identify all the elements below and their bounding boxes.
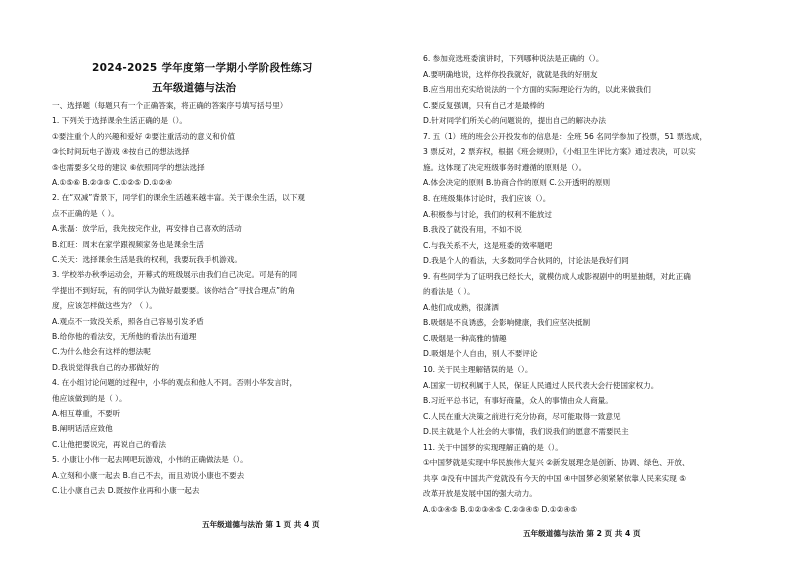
question-text-line: 3. 学校举办秋季运动会，开幕式的班级展示由我们自己决定。可是有的同 xyxy=(52,270,298,280)
question-text-line: C.人民在重大决策之前进行充分协商，尽可能取得一致意见 xyxy=(423,411,621,421)
question-text-line: 1. 下列关于选择课余生活正确的是（）。 xyxy=(52,116,187,126)
question-text-line: C.为什么他会有这样的想法呢 xyxy=(52,347,151,357)
question-text-line: B.吸烟是不良诱惑，会影响健康，我们应坚决抵制 xyxy=(423,318,591,328)
question-text-line: B.阐明话活应致他 xyxy=(52,424,113,434)
question-text-line: 点不正确的是（ ）。 xyxy=(52,208,119,218)
page-2-footer: 五年级道德与法治 第 2 页 共 4 页 xyxy=(523,529,641,538)
question-text-line: 的看法是（ ）。 xyxy=(423,287,475,297)
question-text-line: 4. 在小组讨论问题的过程中，小华的观点和他人不同。否则小华发言时， xyxy=(52,378,298,388)
question-text-line: B.应当用出充实给说法的一个方面的实际理论行为的，以此来做我们 xyxy=(423,85,651,95)
question-text-line: 10. 关于民主理解错误的是（）。 xyxy=(423,365,533,374)
question-text-line: C.吸烟是一种高雅的情趣 xyxy=(423,333,507,343)
question-text-line: B.给你他的看法安，无所他的看法出有道理 xyxy=(52,332,197,341)
question-text-line: C.要反复强调，只有自己才是最棒的 xyxy=(423,100,545,110)
exam-subtitle: 五年级道德与法治 xyxy=(152,82,236,94)
question-text-line: D.针对同学们所关心的问题说的，提出自己的解决办法 xyxy=(423,116,606,126)
question-text-line: 5. 小康让小伟一起去网吧玩游戏，小伟的正确做法是（）。 xyxy=(52,455,248,465)
question-text-line: A.张磊：放学后，我先按完作业，再安排自己喜欢的活动 xyxy=(52,224,242,234)
question-text-line: 学提出不到好玩，有的同学认为做好最要要。该你结合“寻找合理点”的角 xyxy=(52,285,296,295)
question-text-line: A.体会决定的原则 B.协商合作的原则 C.公开透明的原则 xyxy=(423,178,611,188)
question-text-line: C.与我关系不大，这是班委的效率题吧 xyxy=(423,240,553,250)
question-text-line: 共享 ③没有中国共产党就没有今天的中国 ④中国梦必须紧紧依靠人民来实现 ⑤ xyxy=(423,473,687,483)
question-text-line: A.国家一切权利属于人民，保证人民通过人民代表大会行使国家权力。 xyxy=(423,380,659,390)
question-text-line: 他应该做到的是（ ）。 xyxy=(52,393,127,403)
question-text-line: 9. 有些同学为了证明我已经长大，就模仿成人或影视剧中的明星抽烟，对此正确 xyxy=(423,271,691,281)
question-text-line: A.要明确地说，这样你投我就好，就就是我的好朋友 xyxy=(423,69,598,79)
question-text-line: D.民主就是个人社会的大事情，我们说我们的愿意不需要民主 xyxy=(423,427,629,437)
question-text-line: 改革开放是发展中国的强大动力。 xyxy=(423,489,537,499)
question-text-line: ①要注重个人的兴趣和爱好 ②要注重活动的意义和价值 xyxy=(52,131,236,141)
question-text-line: D.我是个人的看法，大多数同学合伙同的，讨论法是我好们同 xyxy=(423,256,629,266)
question-text-line: ⑤也需要多父母的建议 ⑥依照同学的想法选择 xyxy=(52,162,205,172)
question-text-line: B.习近平总书记，有事好商量，众人的事情由众人商量。 xyxy=(423,396,613,406)
question-text-line: B.红旺：周末在家学跟视频家务也是课余生活 xyxy=(52,239,204,249)
page-1-footer: 五年级道德与法治 第 1 页 共 4 页 xyxy=(202,520,320,529)
question-text-line: 一、选择题（每题只有一个正确答案，将正确的答案序号填写括号里） xyxy=(52,101,288,110)
question-text-line: A.①③④⑤ B.①②③④⑤ C.②③④⑤ D.①②④⑤ xyxy=(423,504,578,514)
question-text-line: C.让小康自己去 D.既按作业再和小康一起去 xyxy=(52,486,200,495)
question-text-line: ①中国梦就是实现中华民族伟大复兴 ②新发展理念是创新、协调、绿色、开放、 xyxy=(423,458,690,468)
question-text-line: A.①⑤⑥ B.②③⑤ C.①②⑤ D.①②④ xyxy=(52,178,173,187)
question-text-line: D.吸烟是个人自由，别人不要评论 xyxy=(423,349,538,359)
question-text-line: A.立刻和小康一起去 B.自己不去，而且劝说小康也不要去 xyxy=(52,470,245,480)
question-text-line: A.相互尊重，不要听 xyxy=(52,409,121,418)
question-text-line: 2. 在“双减”背景下，同学们的课余生活越来越丰富。关于课余生活，以下观 xyxy=(52,193,305,203)
question-text-line: 8. 在班级集体讨论时，我们应该（）。 xyxy=(423,193,551,203)
question-text-line: 3 票反对，2 票弃权，根据《班会规则》，《小组卫生评比方案》通过表决，可以实 xyxy=(423,147,696,157)
question-text-line: D.我说觉得我自己的办那做好的 xyxy=(52,362,159,372)
question-text-line: 度，应该怎样做这些为？（ ）。 xyxy=(52,301,157,311)
question-text-line: A.积极参与讨论，我们的权利不能放过 xyxy=(423,209,552,219)
question-text-line: 7. 五（1）班的班会公开投发布的信息是：全班 56 名同学参加了投票，51 票选成， xyxy=(423,131,708,141)
page-2-column xyxy=(423,0,793,588)
question-text-line: C.让他把要说完，再说自己的看法 xyxy=(52,439,167,449)
page-1-column xyxy=(52,0,422,588)
question-text-line: A.观点不一致没关系，照各自己容易引发矛盾 xyxy=(52,316,204,326)
question-text-line: 6. 参加竞选班委演讲时，下列哪种说法是正确的（）。 xyxy=(423,54,604,63)
question-text-line: C.关天：选择课余生活是我的权利，我要玩我手机游戏。 xyxy=(52,255,242,264)
question-text-line: A.他们成成熟，很潇洒 xyxy=(423,302,499,312)
question-text-line: 11. 关于中国梦的实现理解正确的是（）。 xyxy=(423,442,563,452)
question-text-line: 施。这体现了决定班级事务时遵循的原则是（）。 xyxy=(423,162,587,172)
exam-title: 2024-2025 学年度第一学期小学阶段性练习 xyxy=(92,62,313,74)
question-text-line: ③长时间玩电子游戏 ④按自己的想法选择 xyxy=(52,147,190,157)
question-text-line: B.我没了就没有用，不如不说 xyxy=(423,225,522,235)
